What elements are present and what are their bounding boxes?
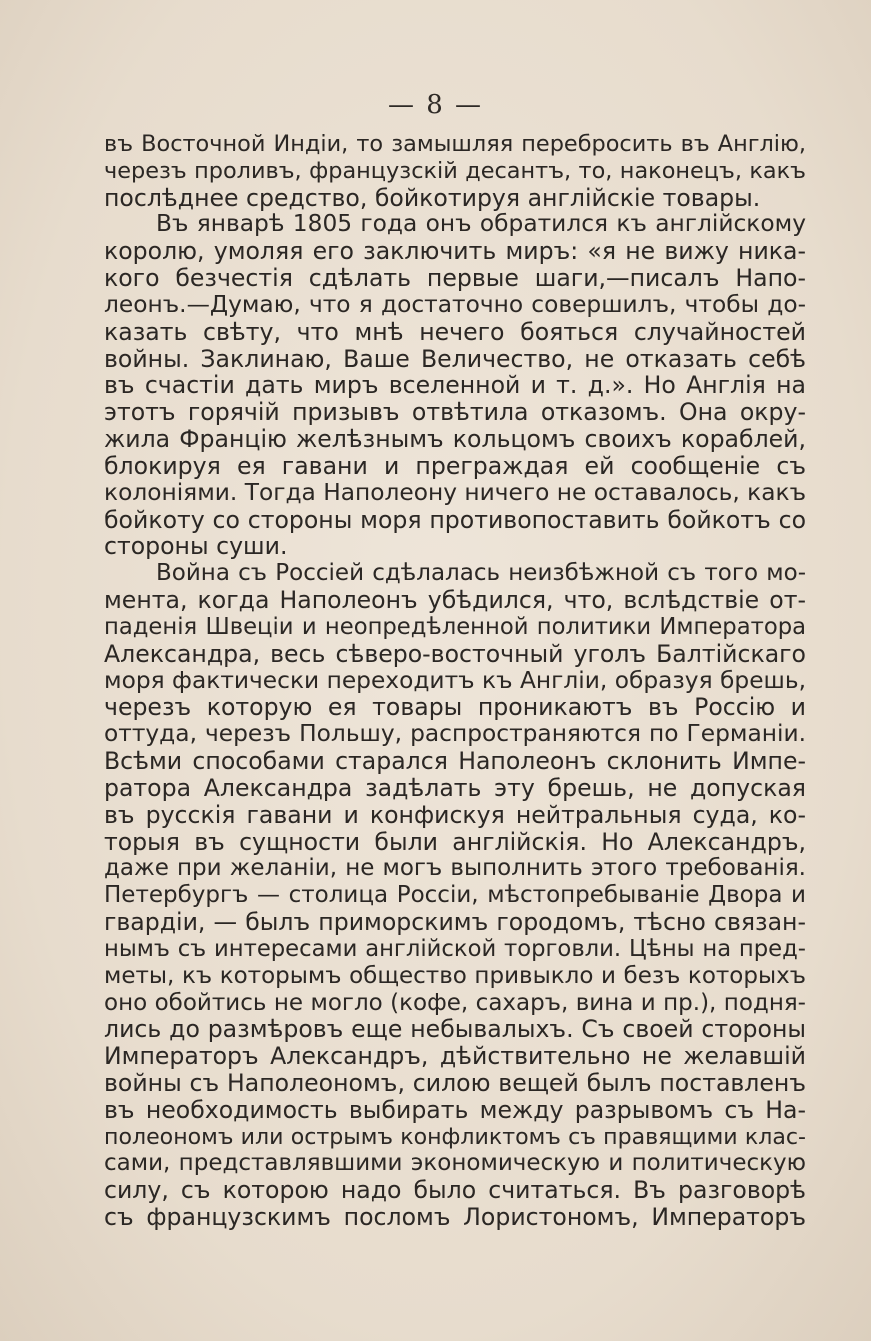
text-line: леонъ.—Думаю, что я достаточно совершилъ, чтобы до- xyxy=(104,290,806,318)
text-line: сами, представлявшими экономическую и политическую xyxy=(104,1150,806,1177)
text-line: гвардiи, — былъ приморскимъ городомъ, тѣсно связан- xyxy=(104,908,806,937)
text-line: съ французскимъ посломъ Лористономъ, Императоръ xyxy=(104,1203,806,1232)
text-line: въ необходимость выбирать между разрывомъ съ На- xyxy=(104,1095,806,1124)
text-line: Всѣми способами старался Наполеонъ склонить Импе- xyxy=(104,747,806,776)
text-line: моря фактически переходитъ къ Англiи, образуя брешь, xyxy=(104,666,806,694)
text-line: полеономъ или острымъ конфликтомъ съ правящими клас- xyxy=(104,1123,806,1150)
text-line: блокируя ея гавани и преграждая ей сообщенiе съ xyxy=(104,451,806,480)
text-line: Въ январѣ 1805 года онъ обратился къ англiйскому xyxy=(156,210,806,238)
text-line: Петербургъ — столица Россiи, мѣстопребыванiе Двора и xyxy=(104,882,806,909)
text-line: казать свѣту, что мнѣ нечего бояться случайностей xyxy=(104,317,806,346)
text-line: нымъ съ интересами англiйской торговли. Цѣны на пред- xyxy=(104,935,806,962)
text-line: черезъ проливъ, французскiй десантъ, то, наконецъ, какъ xyxy=(104,157,806,184)
text-line: паденiя Швецiи и неопредѣленной политики Императора xyxy=(104,613,806,640)
text-line: Императоръ Александръ, дѣйствительно не желавшiй xyxy=(104,1042,806,1071)
text-line: оттуда, черезъ Польшу, распространяются по Германiи. xyxy=(104,720,806,748)
text-line: Война съ Россiей сдѣлалась неизбѣжной съ того мо- xyxy=(156,560,806,587)
text-line: послѣднее средство, бойкотируя англiйскiе товары. xyxy=(104,183,761,212)
text-line: черезъ которую ея товары проникаютъ въ Россiю и xyxy=(104,693,806,722)
text-line: въ Восточной Индiи, то замышляя перебросить въ Англiю, xyxy=(104,131,806,157)
text-line: даже при желанiи, не могъ выполнить этого требованiя. xyxy=(104,855,806,882)
text-line: оно обойтись не могло (кофе, сахаръ, вина и пр.), подня- xyxy=(104,989,806,1016)
text-line: королю, умоляя его заключить миръ: «я не вижу ника- xyxy=(104,237,806,266)
text-line: жила Францiю желѣзнымъ кольцомъ своихъ кораблей, xyxy=(104,425,806,454)
text-line: стороны суши. xyxy=(104,532,288,561)
text-line: ратора Александра задѣлать эту брешь, не допуская xyxy=(104,773,806,802)
text-line: кого безчестiя сдѣлать первые шаги,—писалъ Напо- xyxy=(104,264,806,293)
page-number: — 8 — xyxy=(387,90,484,120)
body-text xyxy=(104,131,806,1231)
text-line: этотъ горячiй призывъ отвѣтила отказомъ. Она окру- xyxy=(104,398,806,427)
text-line: колонiями. Тогда Наполеону ничего не оставалось, какъ xyxy=(104,478,807,506)
text-line: въ счастiи дать миръ вселенной и т. д.». Но Англiя на xyxy=(104,371,806,400)
text-line: меты, къ которымъ общество привыкло и безъ которыхъ xyxy=(104,962,806,989)
text-line: лись до размѣровъ еще небывалыхъ. Съ своей стороны xyxy=(104,1015,806,1044)
text-line: силу, съ которою надо было считаться. Въ разговорѣ xyxy=(104,1176,806,1205)
text-line: въ русскiя гавани и конфискуя нейтральныя суда, ко- xyxy=(104,800,806,829)
text-line: бойкоту со стороны моря противопоставить бойкотъ со xyxy=(104,505,806,534)
text-line: торыя въ сущности были англiйскiя. Но Александръ, xyxy=(104,827,806,856)
text-line: войны съ Наполеономъ, силою вещей былъ поставленъ xyxy=(104,1068,806,1097)
text-line: мента, когда Наполеонъ убѣдился, что, вслѣдствiе от- xyxy=(104,586,806,615)
text-line: войны. Заклинаю, Ваше Величество, не отказать себѣ xyxy=(104,344,806,373)
text-line: Александра, весь сѣверо-восточный уголъ Балтiйскаго xyxy=(104,639,806,668)
